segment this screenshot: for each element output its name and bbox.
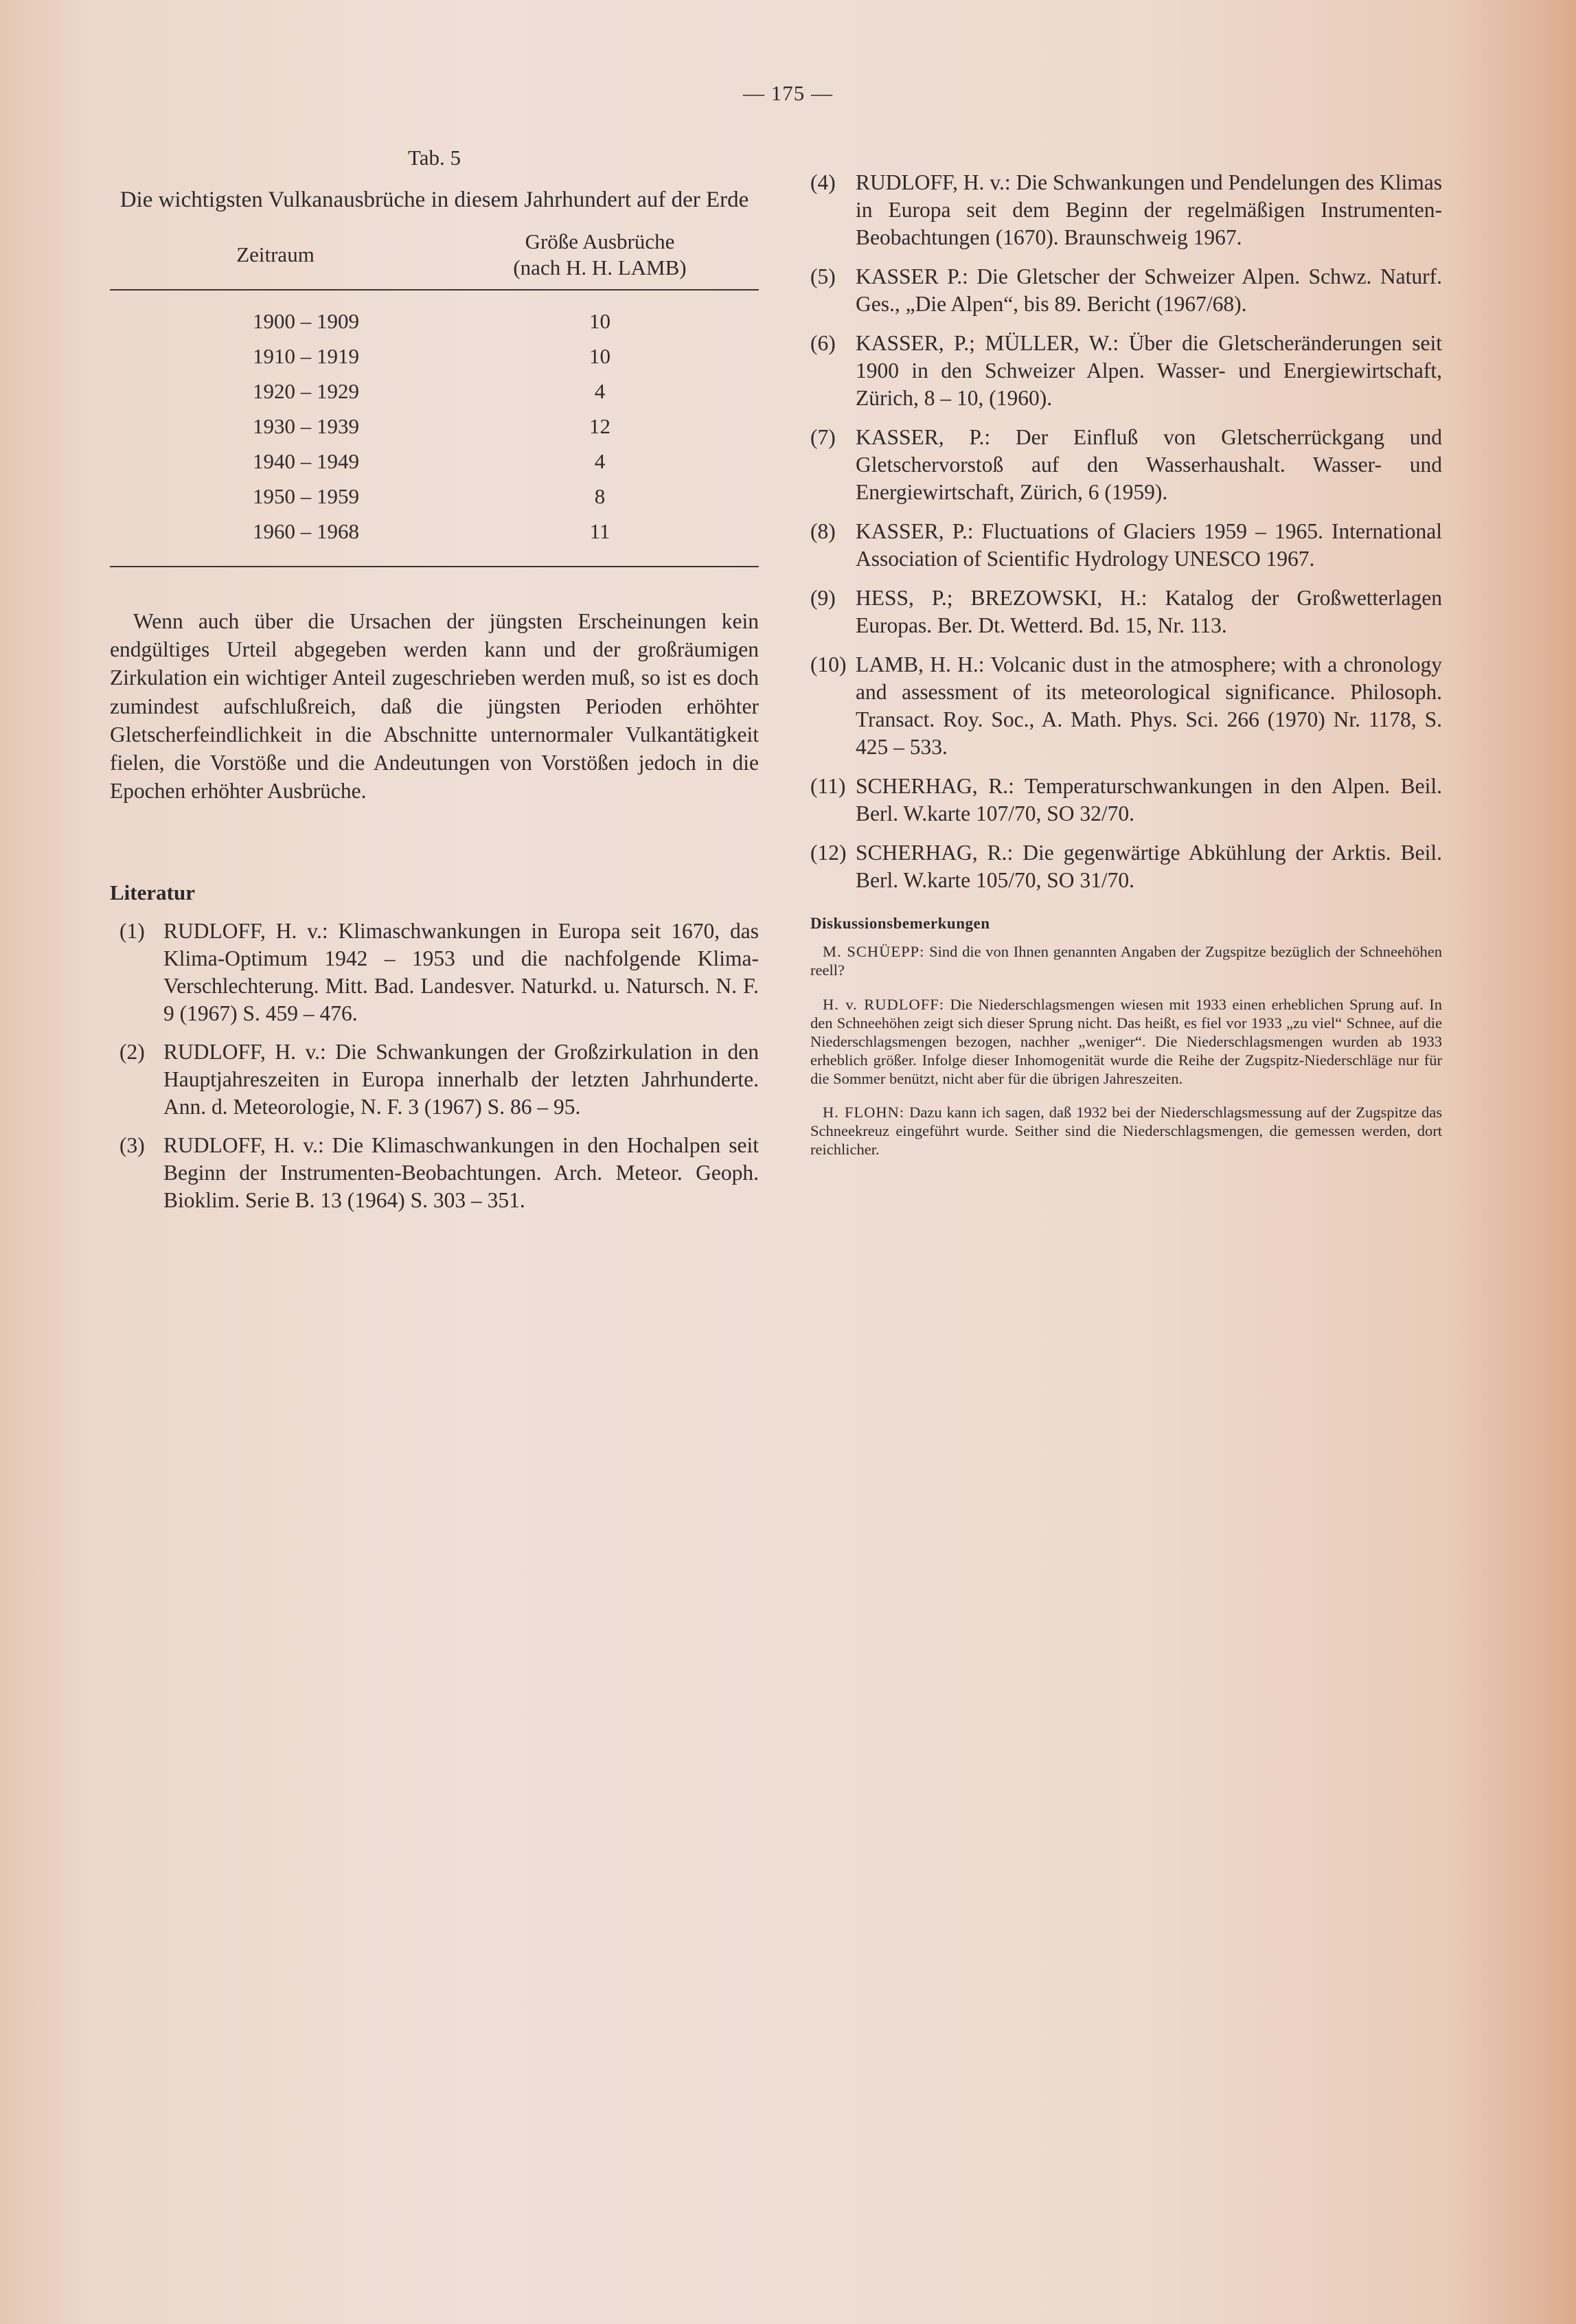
row-value: 10 xyxy=(589,344,610,368)
row-value: 11 xyxy=(441,514,759,567)
header-size xyxy=(441,228,759,290)
table-row xyxy=(110,409,759,444)
header-size-line2: (nach H. H. LAMB) xyxy=(513,255,687,280)
reference-number: (5) xyxy=(810,264,836,288)
reference-item xyxy=(810,773,1442,828)
discussion-text: Dazu kann ich sagen, daß 1932 bei der Niederschlagsmessung auf der Zugspitze das Schneekreuz eingeführt wurde. Seither sind die Niederschlagsmengen, die gemessen werden, dort reichlicher. xyxy=(810,1104,1442,1158)
discussion-remark xyxy=(810,995,1442,1088)
discussion-remark xyxy=(810,942,1442,979)
right-column xyxy=(810,157,1442,1174)
row-period: 1910 – 1919 xyxy=(253,344,359,368)
reference-item xyxy=(810,518,1442,573)
row-value: 4 xyxy=(594,379,606,403)
row-value: 10 xyxy=(589,309,610,333)
reference-text: KASSER, P.; MÜLLER, W.: Über die Gletscheränderungen seit 1900 in den Schweizer Alpen. Wasser- und Energiewirtschaft, Zürich, 8 – 10, (1960). xyxy=(856,331,1442,410)
row-period: 1930 – 1939 xyxy=(253,414,359,438)
reference-text: SCHERHAG, R.: Die gegenwärtige Abkühlung der Arktis. Beil. Berl. W.karte 105/70, SO 31/70. xyxy=(856,841,1442,892)
row-period: 1960 – 1968 xyxy=(110,514,441,567)
reference-item xyxy=(810,330,1442,412)
row-period: 1900 – 1909 xyxy=(253,309,359,333)
discussion-speaker: H. v. RUDLOFF: xyxy=(823,995,944,1013)
reference-number: (2) xyxy=(119,1040,145,1064)
header-period: Zeitraum xyxy=(110,228,441,290)
reference-number: (3) xyxy=(119,1133,145,1158)
reference-number: (12) xyxy=(810,841,847,865)
reference-text: KASSER, P.: Fluctuations of Glaciers 1959 – 1965. International Association of Scientific Hydrology UNESCO 1967. xyxy=(856,519,1442,571)
reference-list-left xyxy=(110,918,759,1214)
reference-item xyxy=(110,1038,759,1121)
reference-number: (6) xyxy=(810,331,836,355)
discussion-speaker: M. SCHÜEPP: xyxy=(823,943,925,960)
table-header-row xyxy=(110,228,759,290)
reference-number: (1) xyxy=(119,919,145,944)
row-period: 1950 – 1959 xyxy=(253,484,359,508)
reference-text: KASSER, P.: Der Einfluß von Gletscherrückgang und Gletschervorstoß auf den Wasserhaushalt. Wasser- und Energiewirtschaft, Zürich, 6 (1959). xyxy=(856,425,1442,504)
reference-item xyxy=(110,1132,759,1214)
discussion-remark xyxy=(810,1103,1442,1159)
reference-item xyxy=(810,169,1442,251)
reference-number: (11) xyxy=(810,774,846,798)
reference-item xyxy=(810,584,1442,639)
reference-number: (7) xyxy=(810,425,836,449)
reference-number: (9) xyxy=(810,586,836,610)
reference-item xyxy=(110,918,759,1027)
page-number: — 175 — xyxy=(743,81,833,105)
table-row xyxy=(110,479,759,514)
table-title: Tab. 5 xyxy=(407,146,461,170)
table-row xyxy=(110,374,759,409)
row-value: 8 xyxy=(594,484,606,508)
row-value: 12 xyxy=(589,414,610,438)
reference-item xyxy=(810,651,1442,761)
discussion-text: Sind die von Ihnen genannten Angaben der Zugspitze bezüglich der Schneehöhen reell? xyxy=(810,943,1443,979)
reference-text: KASSER P.: Die Gletscher der Schweizer Alpen. Schwz. Naturf. Ges., „Die Alpen“, bis 89. Bericht (1967/68). xyxy=(856,264,1442,316)
row-value: 4 xyxy=(594,449,606,473)
table-caption: Die wichtigsten Vulkanausbrüche in diesem Jahrhundert auf der Erde xyxy=(119,187,749,212)
reference-text: LAMB, H. H.: Volcanic dust in the atmosphere; with a chronology and assessment of its meteorological significance. Philosoph. Transact. Roy. Soc., A. Math. Phys. Sci. 266 (1970) Nr. 1178, S. 425 – 533. xyxy=(856,652,1442,759)
reference-text: SCHERHAG, R.: Temperaturschwankungen in den Alpen. Beil. Berl. W.karte 107/70, SO 32/70. xyxy=(856,774,1442,825)
discussion-text: Die Niederschlagsmengen wiesen mit 1933 einen erheblichen Sprung auf. In den Schneehöhen zeigt sich dieser Sprung nicht. Das heißt, es fiel vor 1933 „zu viel“ Schnee, auf die Niederschlagsmengen bezogen, nachher „weniger“. Die Niederschlagsmengen wurden ab 1933 erheblich größer. Infolge dieser Inhomogenität wurde die Reihe der Zugspitz-Niederschläge nur für die Sommer benützt, nicht aber für die übrigen Jahreszeiten. xyxy=(810,995,1442,1087)
row-period: 1920 – 1929 xyxy=(253,379,359,403)
reference-text: RUDLOFF, H. v.: Klimaschwankungen in Europa seit 1670, das Klima-Optimum 1942 – 1953 und die nachfolgende Klima-Verschlechterung. Mitt. Bad. Landesver. Naturkd. u. Natursch. N. F. 9 (1967) S. 459 – 476. xyxy=(163,919,759,1026)
table-row xyxy=(110,444,759,479)
header-size-line1: Größe Ausbrüche xyxy=(525,229,675,253)
body-paragraph: Wenn auch über die Ursachen der jüngsten Erscheinungen kein endgültiges Urteil abgegeben werden kann und der großräumigen Zirkulation ein wichtiger Anteil zugeschrieben werden muß, so ist es doch zumindest aufschlußreich, daß die jüngsten Perioden erhöhter Gletscherfeindlichkeit in die Abschnitte unternormaler Vulkantätigkeit fielen, die Vorstöße und die Andeutungen von Vorstößen jedoch in die Epochen erhöhter Ausbrüche. xyxy=(110,609,759,804)
left-column xyxy=(110,146,759,1225)
reference-item xyxy=(810,263,1442,318)
discussion-speaker: H. FLOHN: xyxy=(823,1104,905,1121)
table-row xyxy=(110,290,759,339)
reference-item xyxy=(810,424,1442,506)
literature-heading: Literatur xyxy=(110,880,195,905)
reference-text: HESS, P.; BREZOWSKI, H.: Katalog der Großwetterlagen Europas. Ber. Dt. Wetterd. Bd. 15, Nr. 113. xyxy=(856,586,1442,637)
table-row xyxy=(110,514,759,567)
discussion-heading: Diskussionsbemerkungen xyxy=(810,915,990,932)
volcano-table xyxy=(110,228,759,567)
row-period: 1940 – 1949 xyxy=(253,449,359,473)
table-row xyxy=(110,339,759,374)
reference-item xyxy=(810,839,1442,894)
reference-text: RUDLOFF, H. v.: Die Schwankungen und Pendelungen des Klimas in Europa seit dem Beginn der regelmäßigen Instrumenten-Beobachtungen (1670). Braunschweig 1967. xyxy=(856,170,1442,249)
reference-number: (4) xyxy=(810,170,836,194)
reference-text: RUDLOFF, H. v.: Die Klimaschwankungen in den Hochalpen seit Beginn der Instrumenten-Beobachtungen. Arch. Meteor. Geoph. Bioklim. Serie B. 13 (1964) S. 303 – 351. xyxy=(163,1133,759,1213)
reference-number: (10) xyxy=(810,652,847,676)
reference-number: (8) xyxy=(810,519,836,543)
reference-list-right xyxy=(810,169,1442,894)
reference-text: RUDLOFF, H. v.: Die Schwankungen der Großzirkulation in den Hauptjahreszeiten in Europa innerhalb der letzten Jahrhunderte. Ann. d. Meteorologie, N. F. 3 (1967) S. 86 – 95. xyxy=(163,1040,759,1119)
